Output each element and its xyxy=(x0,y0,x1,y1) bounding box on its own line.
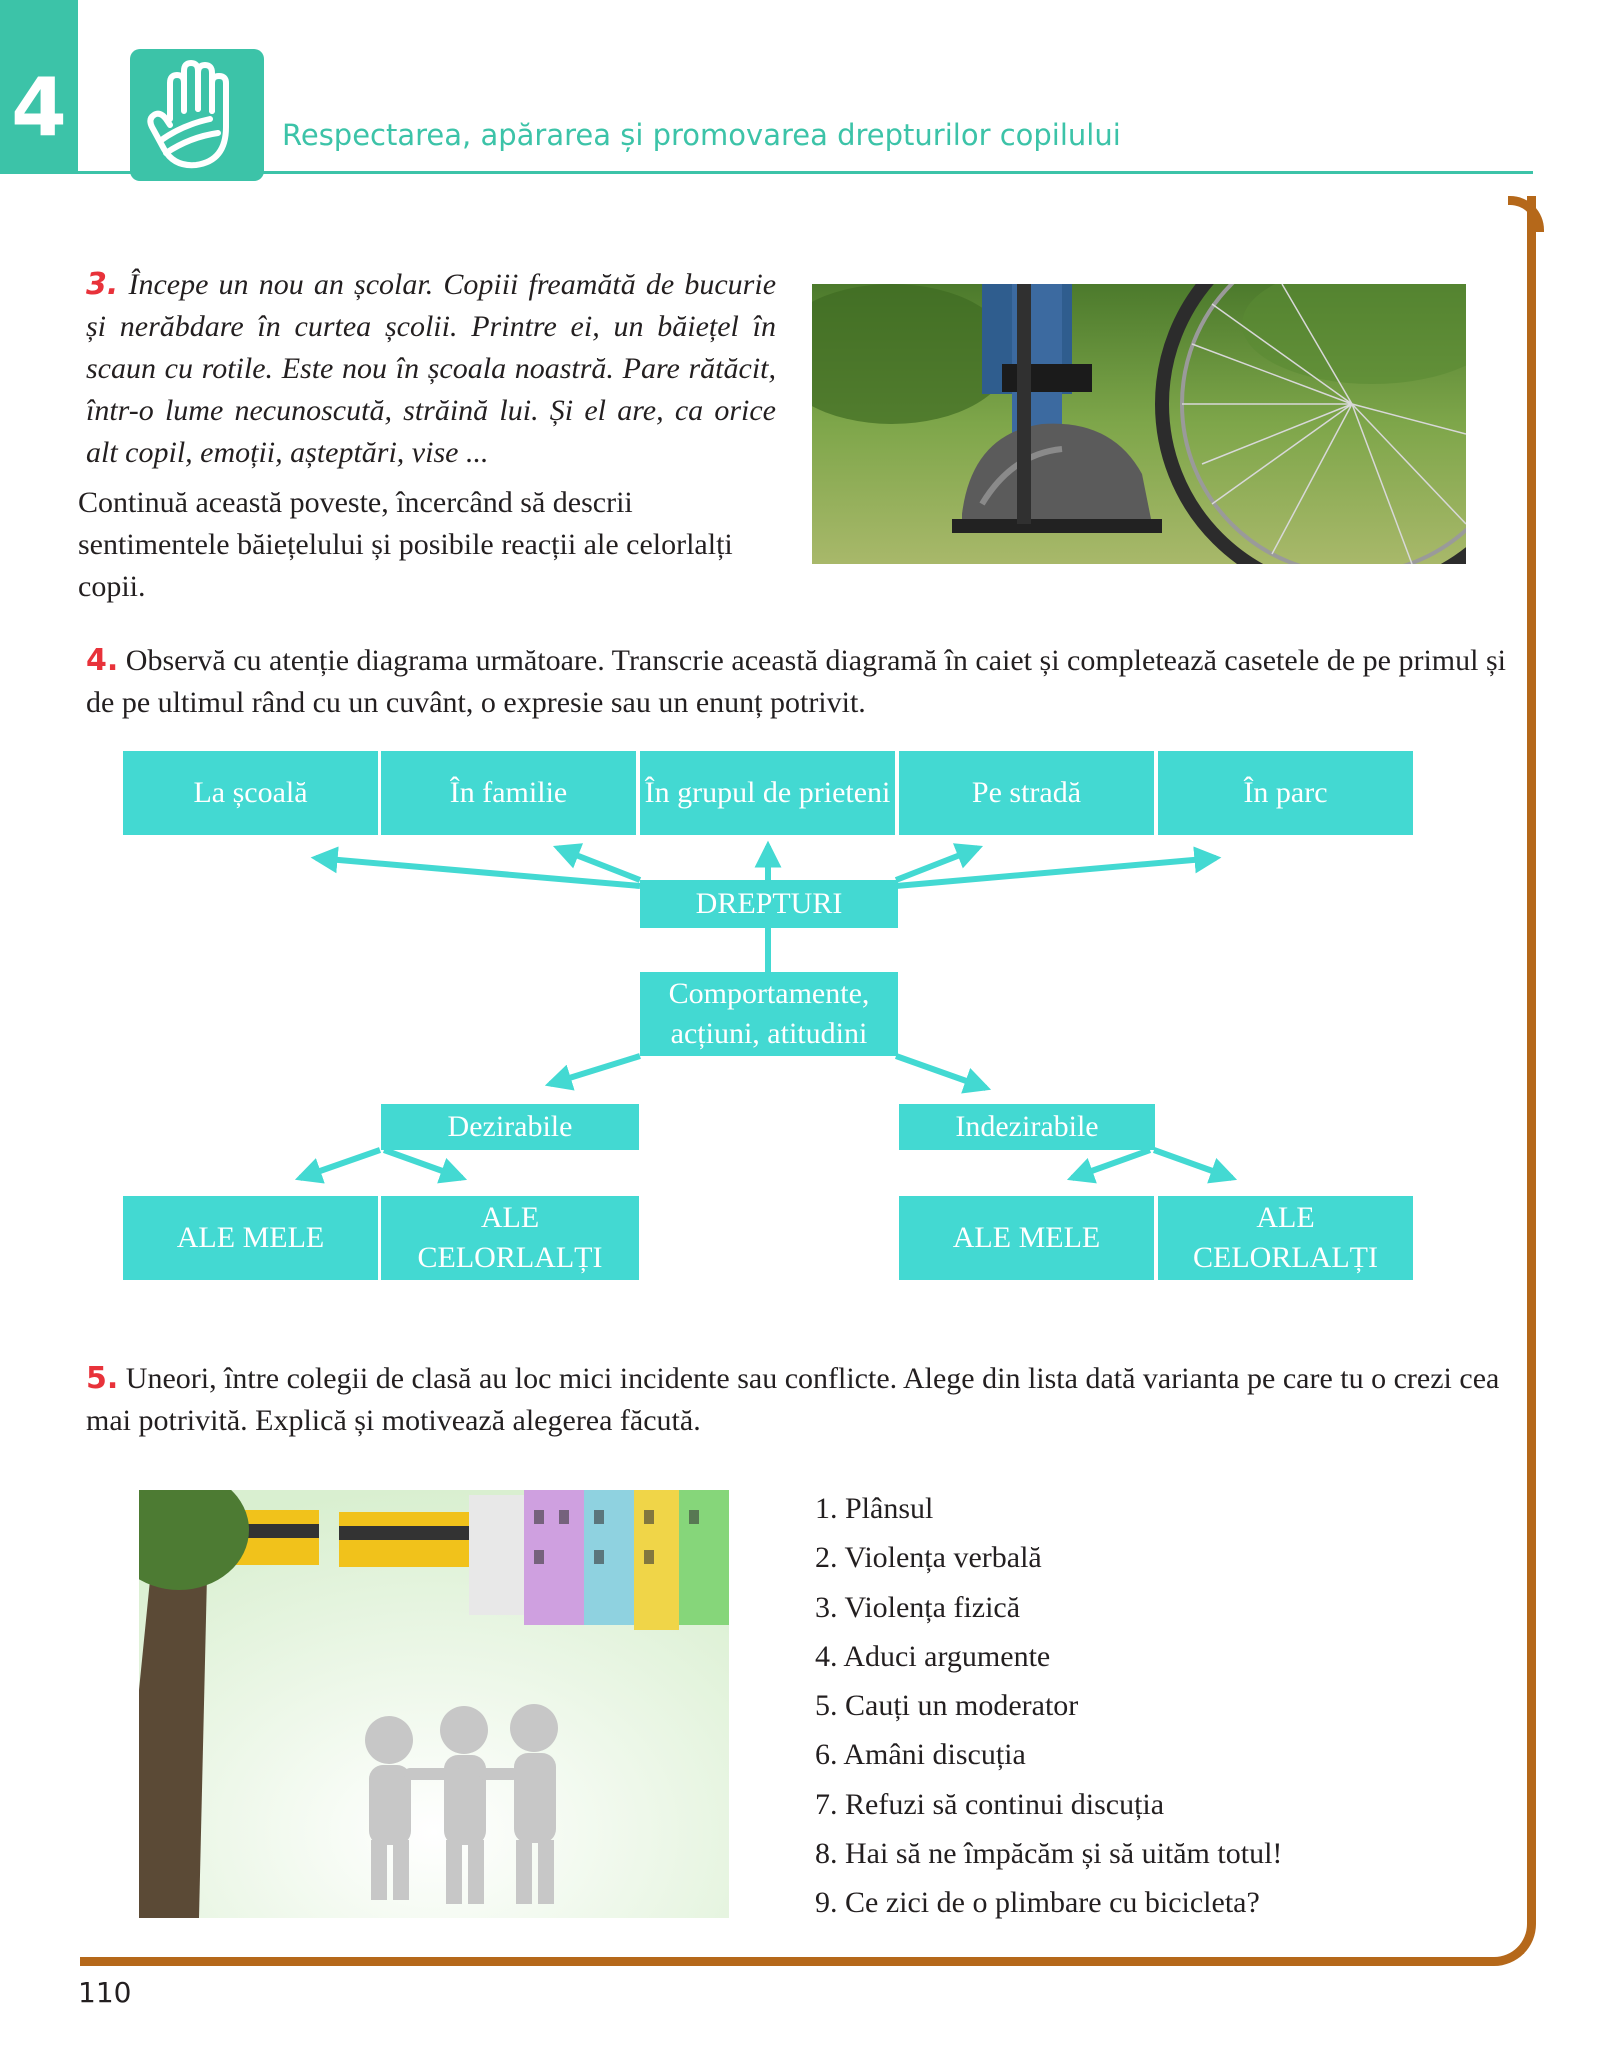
list-item: 3. Violența fizică xyxy=(815,1590,1021,1624)
list-item: 8. Hai să ne împăcăm și să uităm totul! xyxy=(815,1837,1283,1871)
exercise-5-instructions: Uneori, între colegii de clasă au loc mici incidente sau conflicte. Alege din lista dată varianta pe care tu o crezi cea mai potrivită. Explică și motivează alegerea făcută. xyxy=(86,1362,1500,1437)
list-item: 5. Cauți un moderator xyxy=(815,1689,1079,1723)
diagram-box-family: În familie xyxy=(381,751,636,835)
diagram-box-undesirable: Indezirabile xyxy=(899,1104,1155,1150)
exercise-3-story-text: Începe un nou an școlar. Copiii freamătă de bucurie și nerăbdare în curtea școlii. Printre ei, un băiețel în scaun cu rotile. Este nou în școala noastră. Pare rătăcit, într-o lume necunoscută, străină lui. Și el are, ca orice alt copil, emoții, așteptări, vise ... xyxy=(86,268,777,469)
options-list xyxy=(815,1484,1282,1928)
diagram-box-desirable-others: ALE CELORLALȚI xyxy=(381,1196,639,1280)
diagram-box-undesirable-mine: ALE MELE xyxy=(899,1196,1154,1280)
exercise-3-task: Continuă această poveste, încercând să descrii sentimentele băiețelului și posibile reacții ale celorlalți copii. xyxy=(78,486,733,603)
diagram-box-desirable-mine: ALE MELE xyxy=(123,1196,378,1280)
chapter-number: 4 xyxy=(11,61,67,154)
list-item: 6. Amâni discuția xyxy=(815,1738,1026,1772)
diagram-box-friends: În grupul de prieteni xyxy=(640,751,895,835)
diagram-box-park: În parc xyxy=(1158,751,1413,835)
diagram-box-undesirable-others: ALE CELORLALȚI xyxy=(1158,1196,1413,1280)
exercise-5-text xyxy=(86,1358,1526,1442)
exercise-4-instructions: Observă cu atenție diagrama următoare. Transcrie această diagramă în caiet și completează casetele de pe primul și de pe ultimul rând cu un cuvânt, o expresie sau un enunț potrivit. xyxy=(86,644,1506,719)
exercise-4-number: 4. xyxy=(86,643,119,678)
conflict-illustration xyxy=(139,1490,729,1918)
diagram-box-behaviour: Comportamente, acțiuni, atitudini xyxy=(640,972,898,1056)
list-item: 7. Refuzi să continui discuția xyxy=(815,1787,1165,1821)
page-number: 110 xyxy=(78,1976,132,2009)
list-item: 1. Plânsul xyxy=(815,1492,934,1525)
list-item: 4. Aduci argumente xyxy=(815,1639,1051,1673)
diagram-box-school: La școală xyxy=(123,751,378,835)
list-item: 2. Violența verbală xyxy=(815,1541,1042,1575)
exercise-5-number: 5. xyxy=(86,1361,119,1396)
chapter-title: Respectarea, apărarea și promovarea drepturilor copilului xyxy=(282,118,1121,152)
diagram-box-desirable: Dezirabile xyxy=(381,1104,639,1150)
list-item: 9. Ce zici de o plimbare cu bicicleta? xyxy=(815,1886,1260,1920)
diagram-box-rights: DREPTURI xyxy=(640,880,898,928)
diagram-box-street: Pe stradă xyxy=(899,751,1154,835)
exercise-3-number: 3. xyxy=(86,267,119,302)
